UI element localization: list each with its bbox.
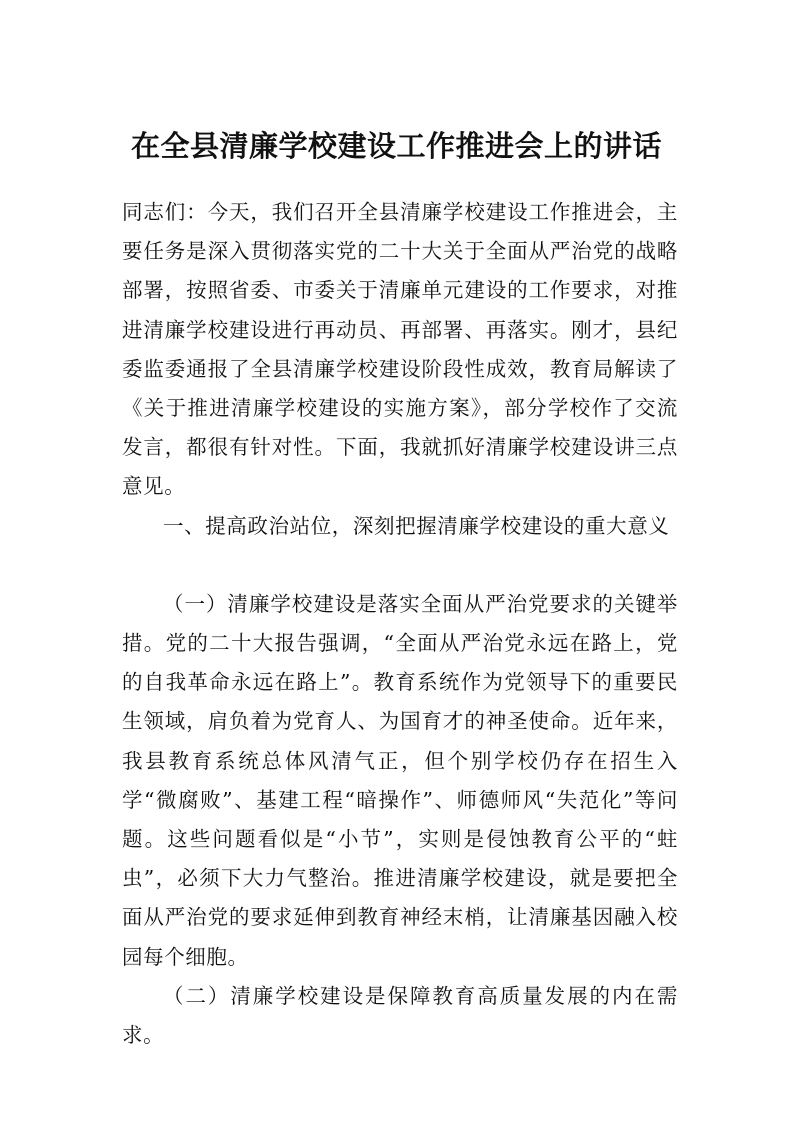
intro-paragraph: 同志们：今天，我们召开全县清廉学校建设工作推进会，主要任务是深入贯彻落实党的二十大关于全面从严治党的战略部署，按照省委、市委关于清廉单元建设的工作要求，对推进清廉学校建设进行再动员、再部署、再落实。刚才，县纪委监委通报了全县清廉学校建设阶段性成效，教育局解读了《关于推进清廉学校建设的实施方案》，部分学校作了交流发言，都很有针对性。下面，我就抓好清廉学校建设讲三点意见。 xyxy=(122,200,678,499)
document-title: 在全县清廉学校建设工作推进会上的讲话 xyxy=(130,129,662,163)
subsection-paragraph-1: （一）清廉学校建设是落实全面从严治党要求的关键举措。党的二十大报告强调，“全面从严治党永远在路上，党的自我革命永远在路上”。教育系统作为党领导下的重要民生领域，肩负着为党育人、为国育才的神圣使命。近年来，我县教育系统总体风清气正，但个别学校仍存在招生入学“微腐败”、基建工程“暗操作”、师德师风“失范化”等问题。这些问题看似是“小节”，实则是侵蚀教育公平的“蛀虫”，必须下大力气整治。推进清廉学校建设，就是要把全面从严治党的要求延伸到教育神经末梢，让清廉基因融入校园每个细胞。 xyxy=(122,591,678,969)
blank-line xyxy=(122,546,678,585)
subsection-paragraph-2: （二）清廉学校建设是保障教育高质量发展的内在需求。 xyxy=(122,983,678,1048)
section-heading-1: 一、提高政治站位，深刻把握清廉学校建设的重大意义 xyxy=(163,513,670,538)
document-body xyxy=(122,193,678,1055)
